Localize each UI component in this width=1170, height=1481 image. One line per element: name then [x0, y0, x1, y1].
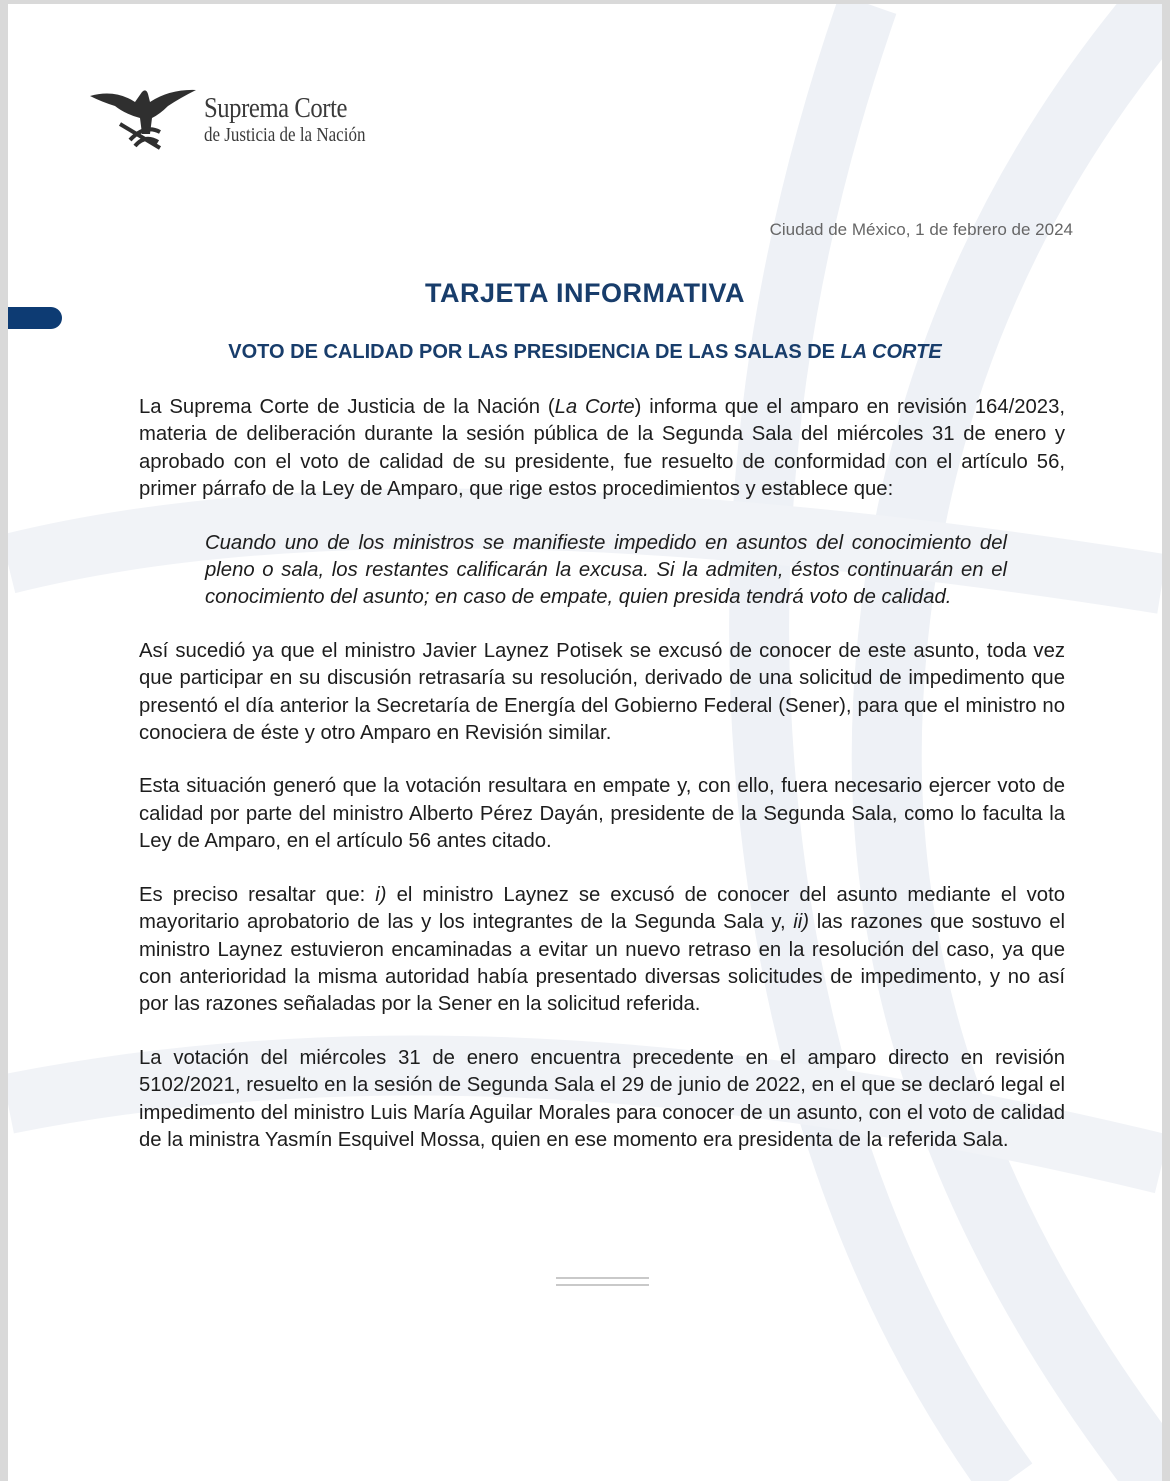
eagle-emblem-icon [90, 84, 198, 154]
document-title: TARJETA INFORMATIVA [425, 278, 745, 308]
paragraph-3: Esta situación generó que la votación resultara en empate y, con ello, fuera necesario ejercer voto de calidad por parte del ministro Alberto Pérez Dayán, presidente de la Segunda Sala, como lo faculta la Ley de Amparo, en el artículo 56 antes citado. [139, 775, 1065, 853]
text: La Suprema Corte de Justicia de la Nación ( [139, 396, 555, 418]
scjn-logo [90, 84, 394, 154]
document-date: Ciudad de México, 1 de febrero de 2024 [769, 220, 1073, 239]
text: las razones que sostuvo el ministro Laynez estuvieron encaminadas a evitar un nuevo retraso en la resolución del caso, ya que con anterioridad la misma autoridad había presentado diversas solicitudes de impedimento, y no así por las razones señaladas por la Sener en la solicitud referida. [139, 911, 1065, 1016]
text-italic: ii) [793, 911, 810, 934]
logo-line-1: Suprema Corte [204, 91, 348, 124]
subtitle-main: VOTO DE CALIDAD POR LAS PRESIDENCIA DE LAS SALAS DE [228, 341, 841, 363]
subtitle-italic: LA CORTE [840, 341, 942, 363]
side-tab-marker [8, 307, 62, 329]
law-quote: Cuando uno de los ministros se manifieste impedido en asuntos del conocimiento del pleno o sala, los restantes calificarán la excusa. Si la admiten, éstos continuarán en el conocimiento del asunto; en caso de empate, quien presida tendrá voto de calidad. [205, 531, 1007, 609]
document-body [139, 394, 1065, 1180]
paragraph-5: La votación del miércoles 31 de enero encuentra precedente en el amparo directo en revisión 5102/2021, resuelto en la sesión de Segunda Sala el 29 de junio de 2022, en el que se declaró legal el impedimento del ministro Luis María Aguilar Morales para conocer de un asunto, con el voto de calidad de la ministra Yasmín Esquivel Mossa, quien en ese momento era presidenta de la referida Sala. [139, 1046, 1065, 1151]
text-italic: La Corte [554, 396, 635, 418]
document-subtitle [0, 341, 1170, 364]
paragraph-1 [139, 394, 1065, 504]
text: el ministro Laynez se excusó de conocer del asunto mediante el voto mayoritario aprobatorio de las y los integrantes de la Segunda Sala y, [139, 883, 1066, 934]
paragraph-4 [139, 882, 1065, 1019]
end-divider [556, 1277, 649, 1286]
logo-line-2: de Justicia de la Nación [204, 123, 366, 146]
text-italic: i) [375, 883, 387, 906]
text: ) informa que el amparo en revisión 164/2023, materia de deliberación durante la sesión pública de la Segunda Sala del miércoles 31 de enero y aprobado con el voto de calidad de su presidente, fue resuelto de conformidad con el artículo 56, primer párrafo de la Ley de Amparo, que rige estos procedimientos y establece que: [139, 396, 1065, 501]
text: Es preciso resaltar que: [139, 883, 376, 906]
paragraph-2: Así sucedió ya que el ministro Javier Laynez Potisek se excusó de conocer de este asunto, toda vez que participar en su discusión retrasaría su resolución, derivado de una solicitud de impedimento que presentó el día anterior la Secretaría de Energía del Gobierno Federal (Sener), para que el ministro no conociera de éste y otro Amparo en Revisión similar. [139, 639, 1065, 745]
